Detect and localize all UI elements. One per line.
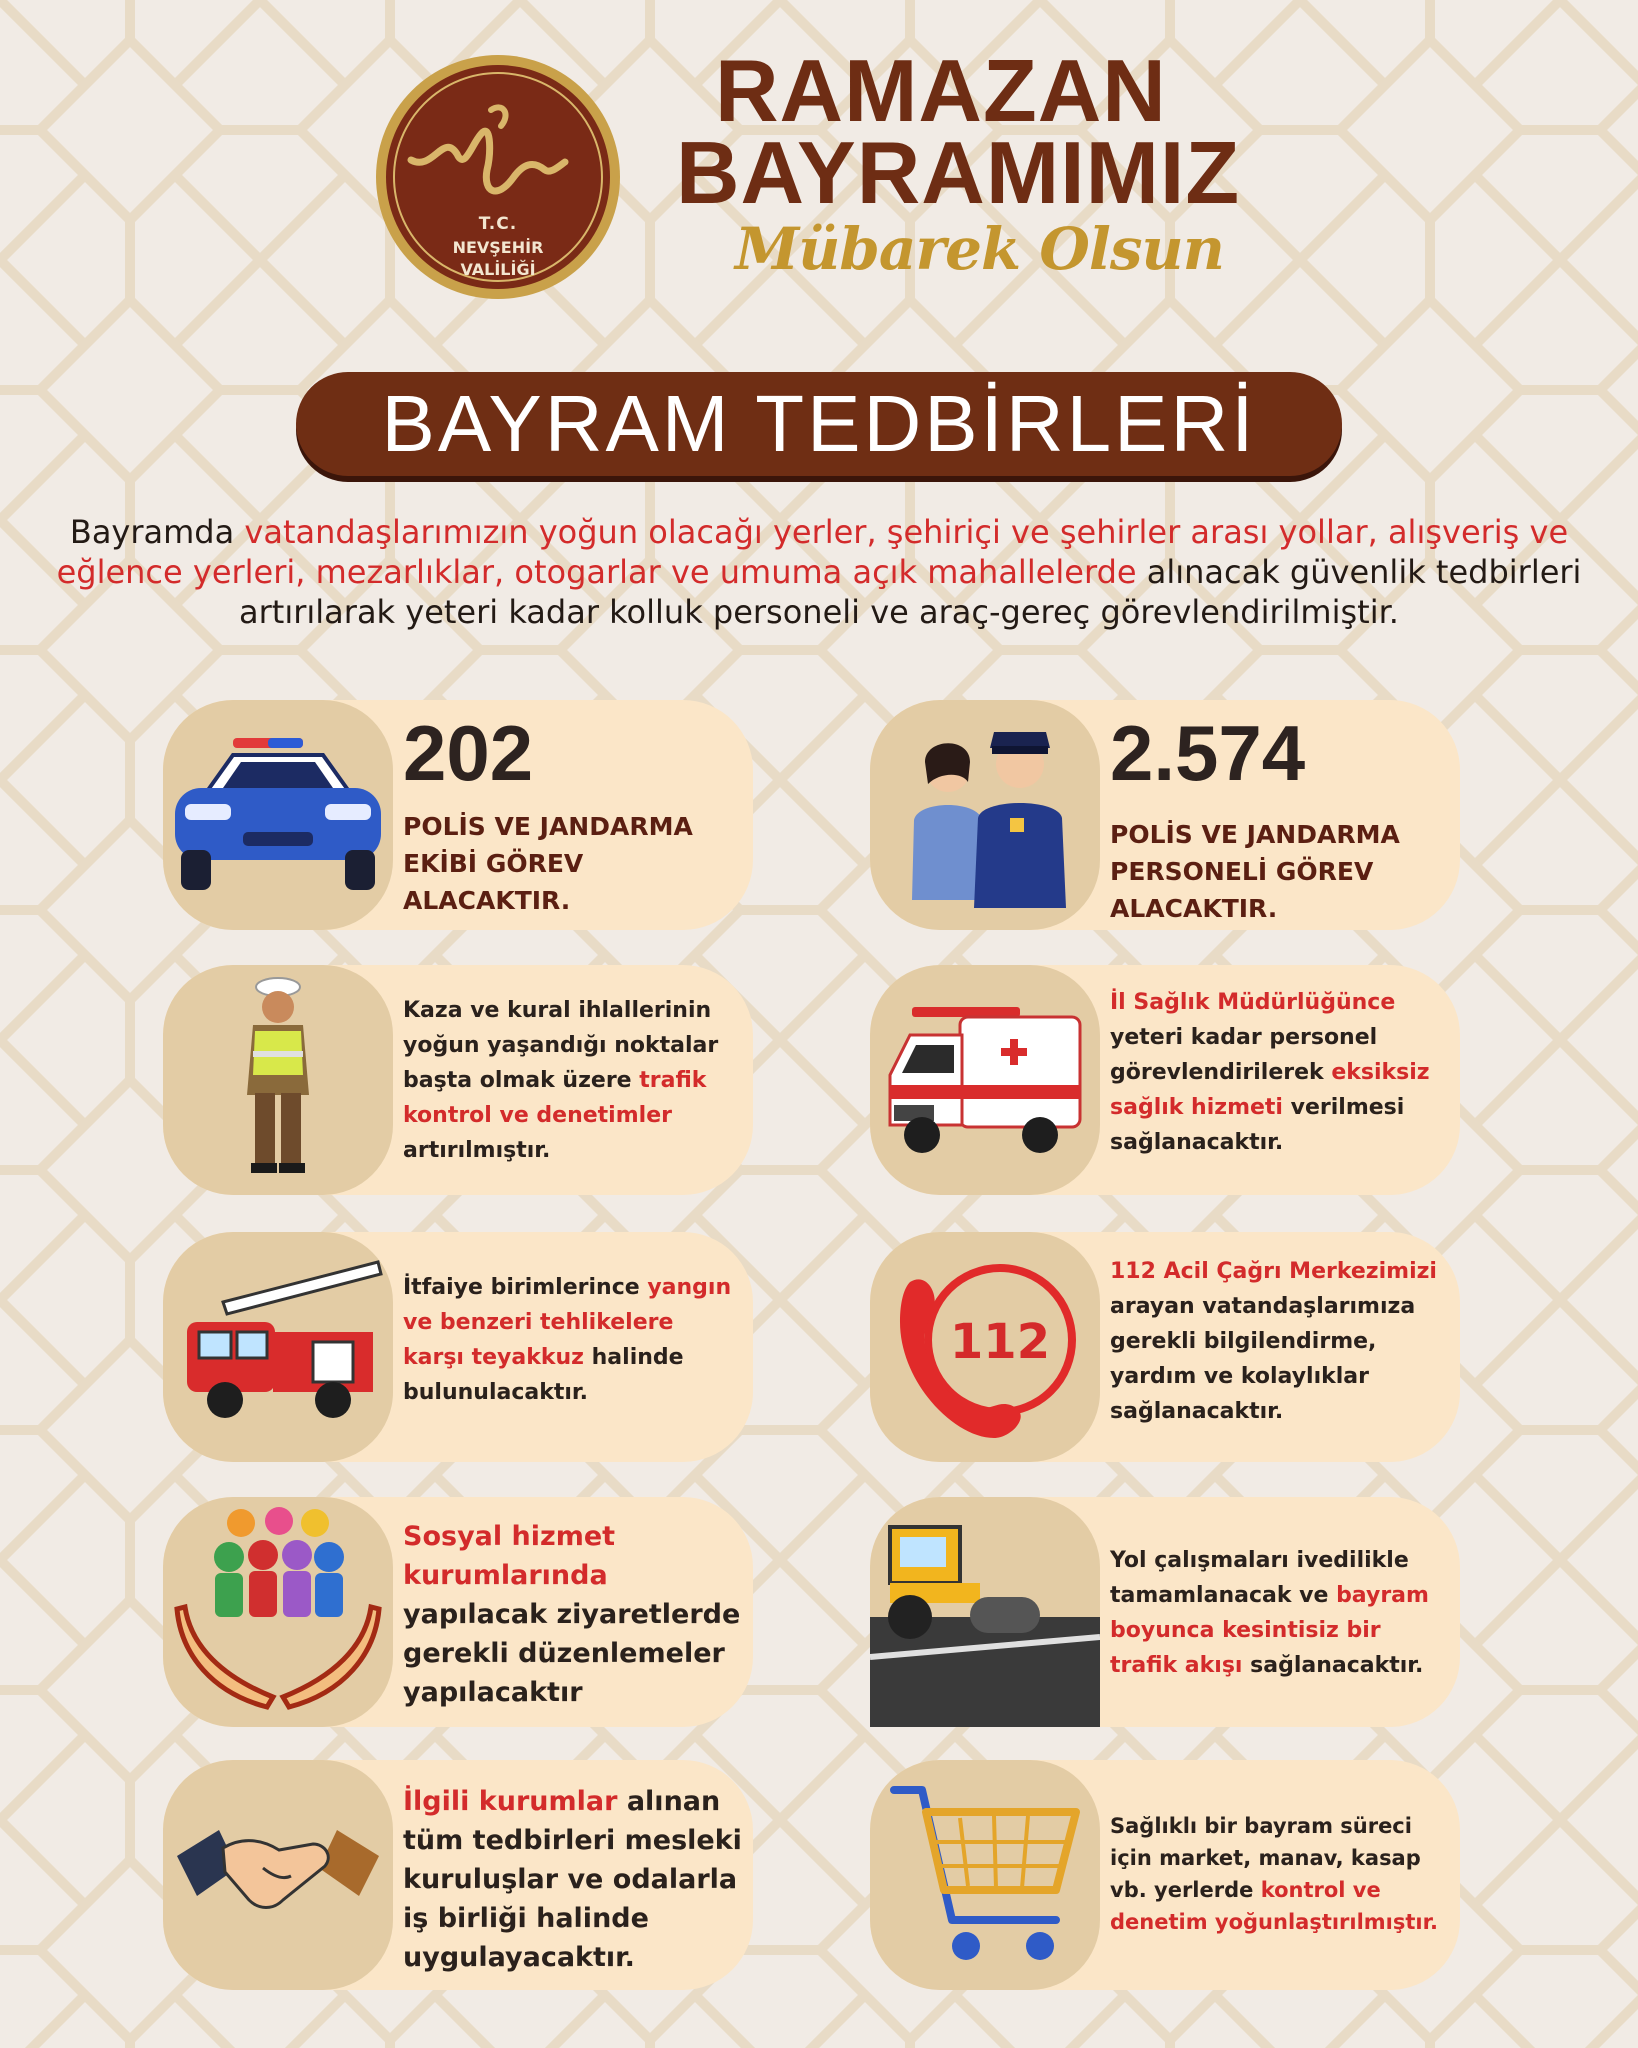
stat-teams-line-3: ALACAKTIR.	[403, 886, 571, 915]
road-line-4	[1110, 1648, 1455, 1683]
road-line-2-highlight: bayram	[1336, 1583, 1429, 1608]
subtitle-script: Mübarek Olsun	[735, 215, 1224, 283]
coop-line-3: kuruluşlar ve odalarla	[403, 1864, 738, 1895]
fire-line-1-text: İtfaiye birimlerince	[403, 1275, 648, 1300]
fire-line-3	[403, 1340, 748, 1375]
stat-teams-line-1: POLİS VE JANDARMA	[403, 812, 693, 841]
social-line-2: kurumlarında	[403, 1560, 608, 1591]
card-fire-service	[163, 1232, 753, 1462]
fire-line-3-highlight: karşı teyakkuz	[403, 1345, 584, 1370]
cooperation-description	[403, 1782, 748, 1977]
social-line-4: gerekli düzenlemeler	[403, 1638, 725, 1669]
emergency-line-3: gerekli bilgilendirme,	[1110, 1329, 1377, 1354]
health-description	[1110, 985, 1455, 1160]
coop-line-4: iş birliği halinde	[403, 1903, 649, 1934]
traffic-line-1: Kaza ve kural ihlallerinin	[403, 998, 712, 1023]
market-description	[1110, 1810, 1455, 1938]
card-police-teams	[163, 700, 753, 930]
traffic-line-3-text: başta olmak üzere	[403, 1068, 640, 1093]
coop-line-5: uygulayacaktır.	[403, 1942, 635, 1973]
intro-paragraph	[40, 512, 1598, 632]
social-line-5: yapılacaktır	[403, 1677, 583, 1708]
emergency-phone-icon	[870, 1232, 1100, 1462]
stat-personnel-line-1: POLİS VE JANDARMA	[1110, 820, 1400, 849]
stat-personnel-number: 2.574	[1110, 709, 1306, 797]
ambulance-icon	[870, 965, 1100, 1195]
health-line-3	[1110, 1055, 1455, 1090]
road-roller-icon	[870, 1497, 1100, 1727]
health-line-4	[1110, 1090, 1455, 1125]
title-line-1: RAMAZAN	[715, 41, 1167, 140]
shopping-cart-icon	[870, 1760, 1100, 1990]
stat-teams-label	[403, 808, 693, 919]
coop-line-1-highlight: İlgili kurumlar	[403, 1786, 618, 1817]
health-line-4-highlight: sağlık hizmeti	[1110, 1095, 1283, 1120]
emergency-line-5: sağlanacaktır.	[1110, 1399, 1284, 1424]
intro-text-highlight: vatandaşlarımızın yoğun olacağı yerler, şehiriçi ve şehirler arası yollar, alışveriş ve eğlence yerleri, mezarlıklar, otogarlar ve umuma açık mahallelerde	[56, 513, 1569, 591]
social-description	[403, 1517, 748, 1712]
card-police-personnel	[870, 700, 1460, 930]
traffic-officer-icon	[163, 965, 393, 1195]
road-line-2-text: tamamlanacak ve	[1110, 1583, 1337, 1608]
measures-banner	[296, 372, 1342, 476]
health-line-4-text: verilmesi	[1282, 1095, 1405, 1120]
market-line-3	[1110, 1874, 1455, 1906]
traffic-line-2: yoğun yaşandığı noktalar	[403, 1033, 719, 1058]
stat-personnel-line-3: ALACAKTIR.	[1110, 894, 1278, 923]
emergency-line-2: arayan vatandaşlarımıza	[1110, 1294, 1416, 1319]
road-line-1: Yol çalışmaları ivedilikle	[1110, 1548, 1409, 1573]
fire-line-3-text: halinde	[583, 1345, 684, 1370]
logo-tc: T.C.	[478, 214, 518, 234]
traffic-line-3	[403, 1063, 748, 1098]
emergency-line-1: 112 Acil Çağrı Merkezimizi	[1110, 1259, 1437, 1284]
title-line-2: BAYRAMIMIZ	[676, 123, 1241, 222]
road-line-4-highlight: trafik akışı	[1110, 1653, 1243, 1678]
traffic-description	[403, 993, 748, 1168]
valilik-logo	[373, 52, 623, 302]
handshake-icon	[163, 1760, 393, 1990]
health-line-2: yeteri kadar personel	[1110, 1025, 1378, 1050]
card-market-control	[870, 1760, 1460, 1990]
card-traffic-control	[163, 965, 753, 1195]
traffic-line-3-highlight: trafik	[639, 1068, 707, 1093]
fire-line-1	[403, 1270, 748, 1305]
fire-description	[403, 1270, 748, 1410]
stat-teams-line-2: EKİBİ GÖREV	[403, 849, 584, 878]
road-line-4-text: sağlanacaktır.	[1242, 1653, 1424, 1678]
health-line-5: sağlanacaktır.	[1110, 1130, 1284, 1155]
market-line-4: denetim yoğunlaştırılmıştır.	[1110, 1910, 1438, 1934]
card-cooperation	[163, 1760, 753, 1990]
logo-governorship: VALİLİĞİ	[460, 260, 536, 279]
health-line-3-highlight: eksiksiz	[1331, 1060, 1430, 1085]
market-line-3-text: vb. yerlerde	[1110, 1878, 1261, 1902]
coop-line-1	[403, 1782, 748, 1821]
traffic-line-5: artırılmıştır.	[403, 1138, 551, 1163]
card-health-service	[870, 965, 1460, 1195]
health-line-3-text: görevlendirilerek	[1110, 1060, 1332, 1085]
card-emergency-112	[870, 1232, 1460, 1462]
stat-teams-number: 202	[403, 709, 534, 797]
fire-truck-icon	[163, 1232, 393, 1462]
road-line-2	[1110, 1578, 1455, 1613]
stat-personnel-line-2: PERSONELİ GÖREV	[1110, 857, 1374, 886]
market-line-1: Sağlıklı bir bayram süreci	[1110, 1814, 1412, 1838]
fire-line-2: ve benzeri tehlikelere	[403, 1310, 674, 1335]
coop-line-2: tüm tedbirleri mesleki	[403, 1825, 742, 1856]
road-line-3: boyunca kesintisiz bir	[1110, 1618, 1381, 1643]
market-line-3-highlight: kontrol ve	[1260, 1878, 1381, 1902]
traffic-line-4: kontrol ve denetimler	[403, 1103, 672, 1128]
people-in-hands-icon	[163, 1497, 393, 1727]
emergency-description	[1110, 1254, 1455, 1429]
market-line-2: için market, manav, kasap	[1110, 1846, 1421, 1870]
logo-province: NEVŞEHİR	[452, 238, 544, 257]
social-line-1: Sosyal hizmet	[403, 1521, 616, 1552]
social-line-3: yapılacak ziyaretlerde	[403, 1599, 741, 1630]
intro-text-2: alınacak güvenlik tedbirleri artırılarak yeteri kadar kolluk personeli ve araç-gereç görevlendirilmiştir.	[239, 553, 1582, 631]
police-car-icon	[163, 700, 393, 930]
fire-line-1-highlight: yangın	[647, 1275, 732, 1300]
coop-line-1-text: alınan	[617, 1786, 721, 1817]
card-social-services	[163, 1497, 753, 1727]
road-description	[1110, 1543, 1455, 1683]
emergency-icon-number: 112	[949, 1314, 1051, 1370]
intro-text-1: Bayramda	[69, 513, 245, 551]
health-line-1: İl Sağlık Müdürlüğünce	[1110, 990, 1396, 1015]
stat-personnel-label	[1110, 816, 1400, 927]
card-road-works	[870, 1497, 1460, 1727]
fire-line-4: bulunulacaktır.	[403, 1380, 588, 1405]
banner-title: BAYRAM TEDBİRLERİ	[381, 379, 1257, 468]
police-officers-icon	[870, 700, 1100, 930]
emergency-line-4: yardım ve kolaylıklar	[1110, 1364, 1369, 1389]
